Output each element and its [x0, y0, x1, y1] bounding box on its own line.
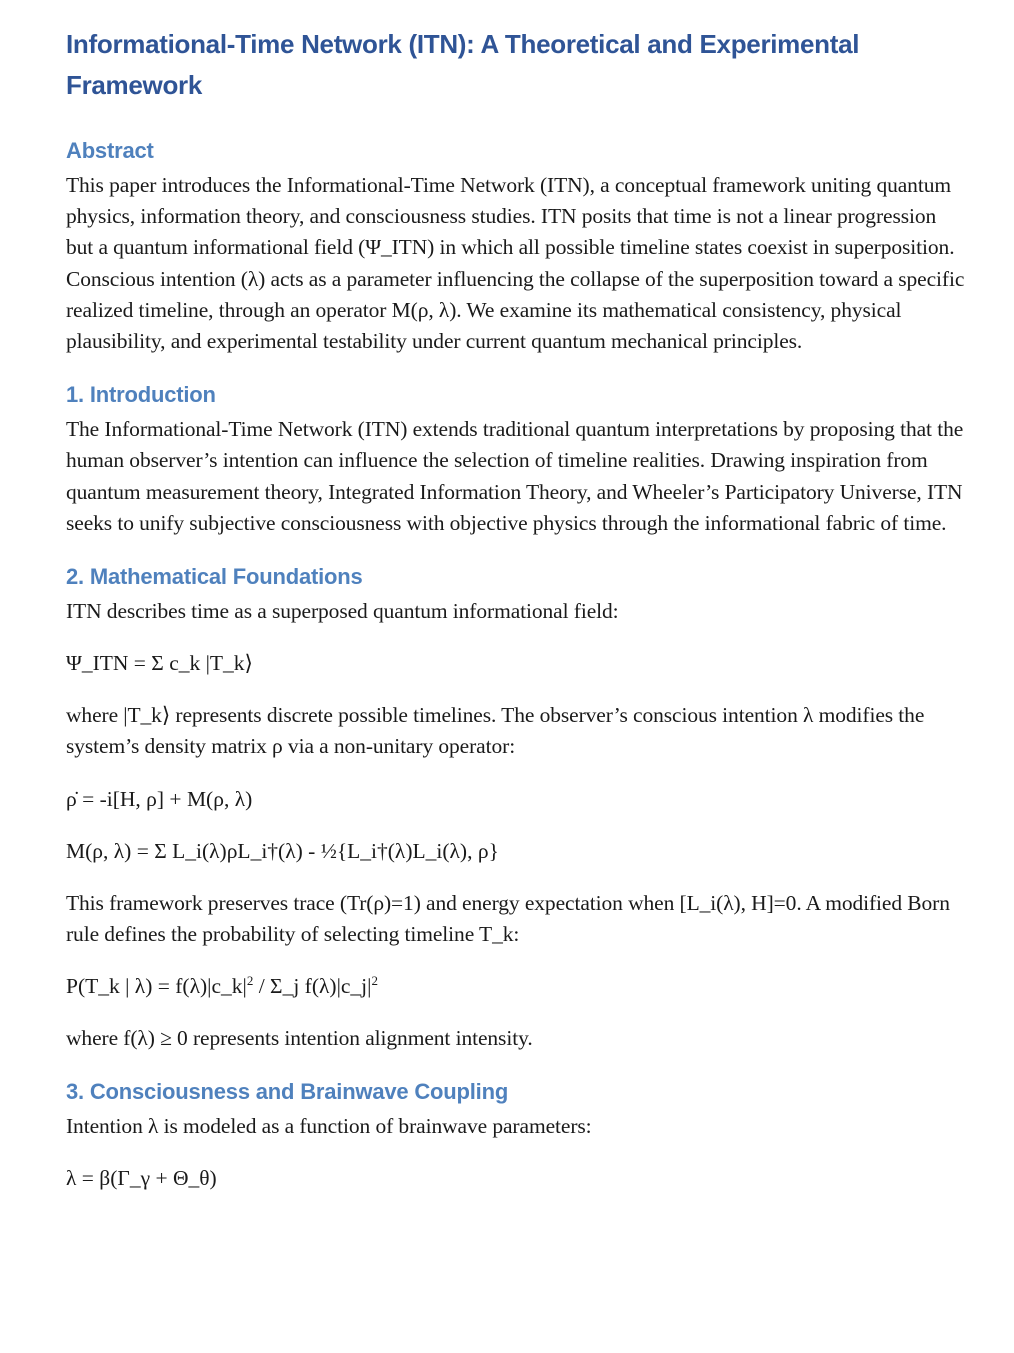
born-rule-exponent-1: 2 [246, 973, 254, 989]
equation-rho-dot: ρ̇ = -i[H, ρ] + M(ρ, λ) [66, 786, 253, 811]
math-paragraph-timelines: where |T_k⟩ represents discrete possible timelines. The observer’s conscious intention λ modifies the system’s density matrix ρ via a non-unitary operator: [66, 703, 925, 759]
consciousness-section [66, 1077, 966, 1194]
math-foundations-heading: 2. Mathematical Foundations [66, 564, 363, 590]
born-rule-denominator: / Σ_j f(λ)|c_j| [253, 974, 372, 999]
document-title: Informational-Time Network (ITN): A Theoretical and Experimental Framework [66, 29, 860, 100]
equation-lambda: λ = β(Γ_γ + Θ_θ) [66, 1166, 217, 1191]
math-foundations-section [66, 562, 966, 1054]
equation-psi-itn: Ψ_ITN = Σ c_k |T_k⟩ [66, 651, 253, 676]
born-rule-exponent-2: 2 [371, 973, 378, 989]
document-page [66, 24, 966, 1194]
abstract-section [66, 136, 966, 357]
math-paragraph-alignment: where f(λ) ≥ 0 represents intention alignment intensity. [66, 1026, 533, 1051]
math-paragraph-trace: This framework preserves trace (Tr(ρ)=1) and energy expectation when [L_i(λ), H]=0. A modified Born rule defines the probability of selecting timeline T_k: [66, 890, 950, 946]
introduction-section [66, 380, 966, 539]
equation-m-operator: M(ρ, λ) = Σ L_i(λ)ρL_i†(λ) - ½{L_i†(λ)L_i(λ), ρ} [66, 838, 499, 863]
introduction-paragraph: The Informational-Time Network (ITN) extends traditional quantum interpretations by proposing that the human observer’s intention can influence the selection of timeline realities. Drawing inspiration from quantum measurement theory, Integrated Information Theory, and Wheeler’s Participatory Universe, ITN seeks to unify subjective consciousness with objective physics through the informational fabric of time. [66, 417, 964, 535]
abstract-paragraph: This paper introduces the Informational-Time Network (ITN), a conceptual framework uniting quantum physics, information theory, and consciousness studies. ITN posits that time is not a linear progression but a quantum informational field (Ψ_ITN) in which all possible timeline states coexist in superposition. Conscious intention (λ) acts as a parameter influencing the collapse of the superposition toward a specific realized timeline, through an operator M(ρ, λ). We examine its mathematical consistency, physical plausibility, and experimental testability under current quantum mechanical principles. [66, 173, 965, 354]
equation-modified-born-rule [66, 971, 966, 1002]
consciousness-paragraph: Intention λ is modeled as a function of brainwave parameters: [66, 1114, 592, 1139]
introduction-heading: 1. Introduction [66, 382, 216, 408]
math-paragraph-intro: ITN describes time as a superposed quantum informational field: [66, 599, 619, 624]
born-rule-numerator: P(T_k | λ) = f(λ)|c_k| [66, 974, 247, 999]
abstract-heading: Abstract [66, 138, 154, 163]
consciousness-heading: 3. Consciousness and Brainwave Coupling [66, 1079, 509, 1105]
